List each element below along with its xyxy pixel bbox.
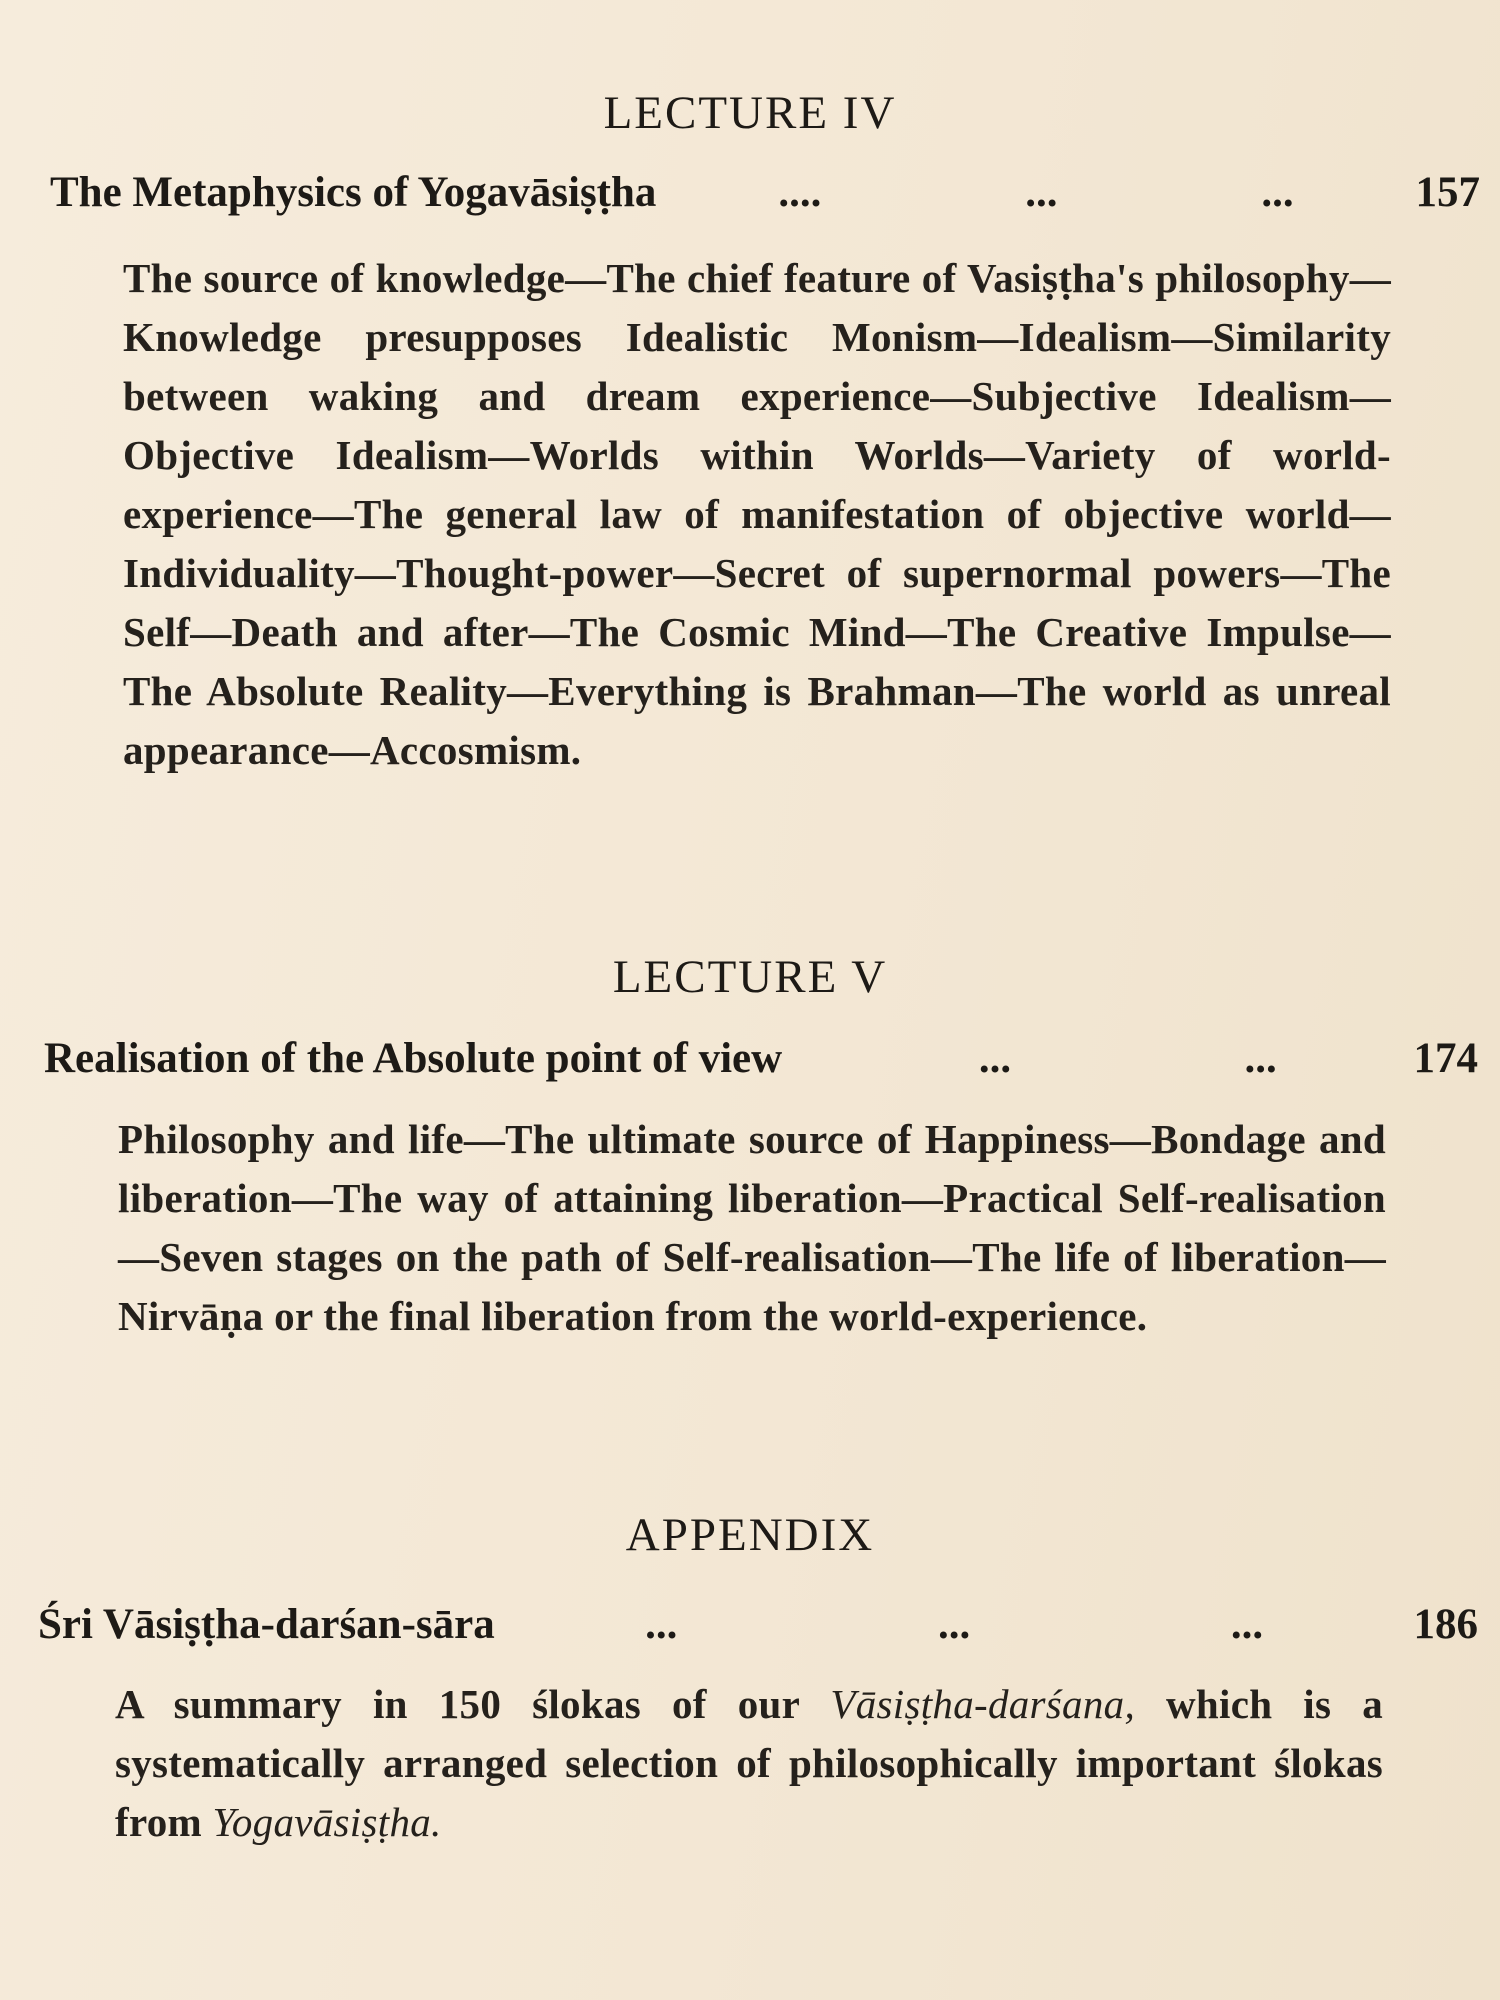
appendix-summary-part: A summary in 150 ślokas of our — [115, 1681, 831, 1727]
leader-dots — [656, 168, 1415, 217]
appendix-heading: APPENDIX — [625, 1509, 875, 1561]
leader-dot-group: ... — [1244, 1035, 1277, 1082]
appendix-summary — [115, 1675, 1383, 1852]
appendix-title: Śri Vāsiṣṭha-darśan-sāra — [38, 1601, 495, 1648]
lecture-v-heading: LECTURE V — [612, 951, 888, 1003]
leader-dots — [782, 1034, 1413, 1083]
lecture-v-title: Realisation of the Absolute point of view — [44, 1035, 783, 1082]
leader-dot-group: ... — [1025, 169, 1058, 216]
leader-dot-group: ... — [937, 1601, 971, 1648]
appendix-entry — [38, 1600, 1478, 1649]
appendix-page-number: 186 — [1413, 1601, 1478, 1648]
leader-dot-group: ... — [978, 1035, 1012, 1082]
leader-dot-group: ... — [1230, 1601, 1264, 1648]
lecture-v-summary — [118, 1110, 1386, 1346]
leader-dot-group: ... — [1261, 169, 1294, 216]
appendix-summary-part: which is a systematically arranged selection of philosophically important ślokas from — [115, 1681, 1383, 1845]
lecture-iv-page-number: 157 — [1415, 169, 1480, 216]
lecture-v-page-number: 174 — [1413, 1035, 1478, 1082]
leader-dots — [495, 1600, 1414, 1649]
leader-dot-group: .... — [778, 169, 822, 216]
lecture-iv-summary — [123, 249, 1391, 780]
lecture-v-entry — [44, 1034, 1478, 1083]
appendix-summary-text — [115, 1675, 1383, 1852]
leader-dot-group: ... — [645, 1601, 678, 1648]
lecture-iv-summary-text: The source of knowledge—The chief feature of Vasiṣṭha's philosophy—Knowledge presupposes Idealistic Monism—Idealism—Similarity between waking and dream experience—Subjective Idealism—Objective Idealism—Worlds within Worlds—Variety of world-experience—The general law of manifestation of objective world—Individuality—Thought-power—Secret of supernormal powers—The Self—Death and after—The Cosmic Mind—The Creative Impulse—The Absolute Reality—Everything is Brahman—The world as unreal appearance—Accosmism. — [123, 255, 1391, 773]
lecture-iv-title: The Metaphysics of Yogavāsiṣṭha — [50, 169, 657, 216]
lecture-v-summary-text: Philosophy and life—The ultimate source of Happiness—Bondage and liberation—The way of attaining liberation—Practical Self-realisation—Seven stages on the path of Self-realisation—The life of liberation—Nirvāṇa or the final liberation from the world-experience. — [118, 1116, 1386, 1339]
appendix-summary-italic-title: Vāsiṣṭha-darśana, — [830, 1681, 1136, 1727]
lecture-iv-heading: LECTURE IV — [603, 87, 897, 139]
appendix-summary-italic-title: Yogavāsiṣṭha. — [212, 1799, 442, 1845]
lecture-iv-entry — [50, 168, 1480, 217]
